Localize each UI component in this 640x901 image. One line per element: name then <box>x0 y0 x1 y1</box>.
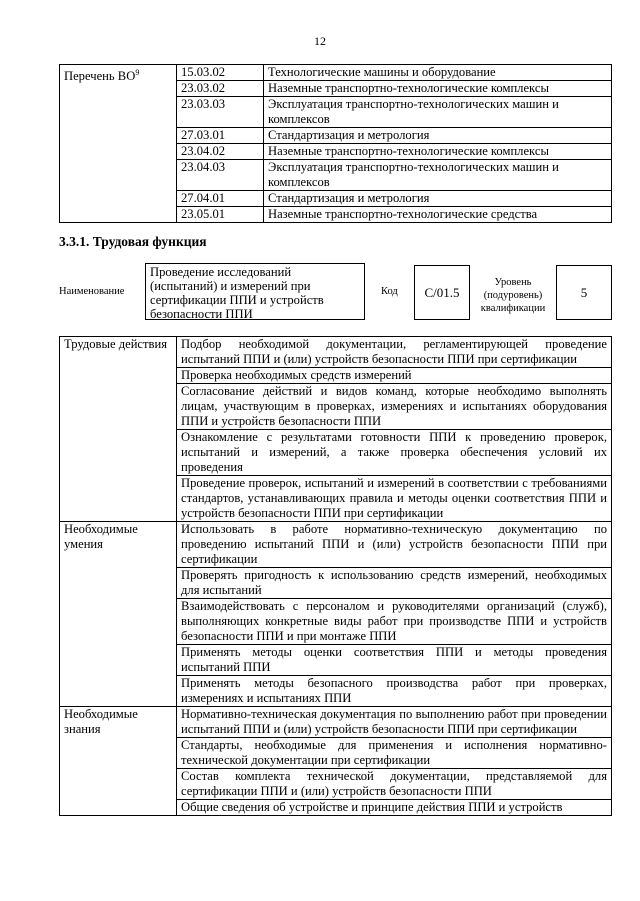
table-row <box>60 522 612 568</box>
vo-code: 23.04.03 <box>177 160 264 191</box>
level-box: 5 <box>556 265 612 320</box>
vo-name: Стандартизация и метрология <box>264 128 612 144</box>
item-text: Ознакомление с результатами готовности ППИ к проведению проверок, испытаний и измерений, а также проверка обеспечения условий их проведения <box>177 430 612 476</box>
item-text: Согласование действий и видов команд, которые необходимо выполнять лицам, участвующим в проверках, измерениях и испытаниях оборудования ППИ и устройств безопасности ППИ <box>177 384 612 430</box>
section-heading: 3.3.1. Трудовая функция <box>59 234 207 249</box>
item-text: Проверять пригодность к использованию средств измерений, необходимых для испытаний <box>177 568 612 599</box>
item-text: Применять методы безопасного производства работ при проверках, измерениях и испытаниях ППИ <box>177 676 612 707</box>
footnote-mark: 9 <box>135 68 140 77</box>
section-label: Трудовые действия <box>60 337 177 522</box>
vo-code: 23.03.02 <box>177 81 264 97</box>
table-row <box>60 707 612 738</box>
vo-name: Эксплуатация транспортно-технологических машин и комплексов <box>264 160 612 191</box>
vo-label-text: Перечень ВО <box>64 69 136 84</box>
vo-code: 15.03.02 <box>177 65 264 81</box>
vo-name: Наземные транспортно-технологические средства <box>264 207 612 223</box>
vo-name: Наземные транспортно-технологические комплексы <box>264 81 612 97</box>
name-label: Наименование <box>59 286 125 297</box>
page-number: 12 <box>314 34 326 48</box>
item-text: Проверка необходимых средств измерений <box>177 368 612 384</box>
item-text: Использовать в работе нормативно-техническую документацию по проведению испытаний ППИ и (или) устройств безопасности ППИ при сертификации <box>177 522 612 568</box>
vo-code: 23.04.02 <box>177 144 264 160</box>
vo-code: 23.05.01 <box>177 207 264 223</box>
vo-table <box>59 64 612 223</box>
code-box: С/01.5 <box>414 265 470 320</box>
vo-code: 23.03.03 <box>177 97 264 128</box>
vo-name: Наземные транспортно-технологические комплексы <box>264 144 612 160</box>
function-table <box>59 336 612 816</box>
vo-name: Стандартизация и метрология <box>264 191 612 207</box>
function-name-box: Проведение исследований (испытаний) и измерений при сертификации ППИ и устройств безопасности ППИ <box>145 263 365 320</box>
item-text: Применять методы оценки соответствия ППИ и методы проведения испытаний ППИ <box>177 645 612 676</box>
vo-code: 27.03.01 <box>177 128 264 144</box>
section-label: Необходимые умения <box>60 522 177 707</box>
section-label: Необходимые знания <box>60 707 177 816</box>
item-text: Нормативно-техническая документация по выполнению работ при проведении испытаний ППИ и (или) устройств безопасности ППИ при сертификации <box>177 707 612 738</box>
item-text: Стандарты, необходимые для применения и исполнения нормативно-технической документации при сертификации <box>177 738 612 769</box>
item-text: Состав комплекта технической документации, представляемой для сертификации ППИ и (или) устройств безопасности ППИ <box>177 769 612 800</box>
vo-name: Технологические машины и оборудование <box>264 65 612 81</box>
item-text: Общие сведения об устройстве и принципе действия ППИ и устройств <box>177 800 612 816</box>
level-label: Уровень (подуровень) квалификации <box>480 277 546 314</box>
item-text: Проведение проверок, испытаний и измерений в соответствии с требованиями стандартов, устанавливающих правила и методы оценки соответствия ППИ и устройств безопасности ППИ при сертификации <box>177 476 612 522</box>
code-label: Код <box>381 286 398 297</box>
item-text: Подбор необходимой документации, регламентирующей проведение испытаний ППИ и (или) устройств безопасности ППИ при сертификации <box>177 337 612 368</box>
vo-label <box>60 65 177 223</box>
item-text: Взаимодействовать с персоналом и руководителями организаций (служб), выполняющих конкретные виды работ при производстве ППИ и устройств безопасности ППИ и при монтаже ППИ <box>177 599 612 645</box>
vo-code: 27.04.01 <box>177 191 264 207</box>
vo-name: Эксплуатация транспортно-технологических машин и комплексов <box>264 97 612 128</box>
table-row <box>60 65 612 81</box>
table-row <box>60 337 612 368</box>
